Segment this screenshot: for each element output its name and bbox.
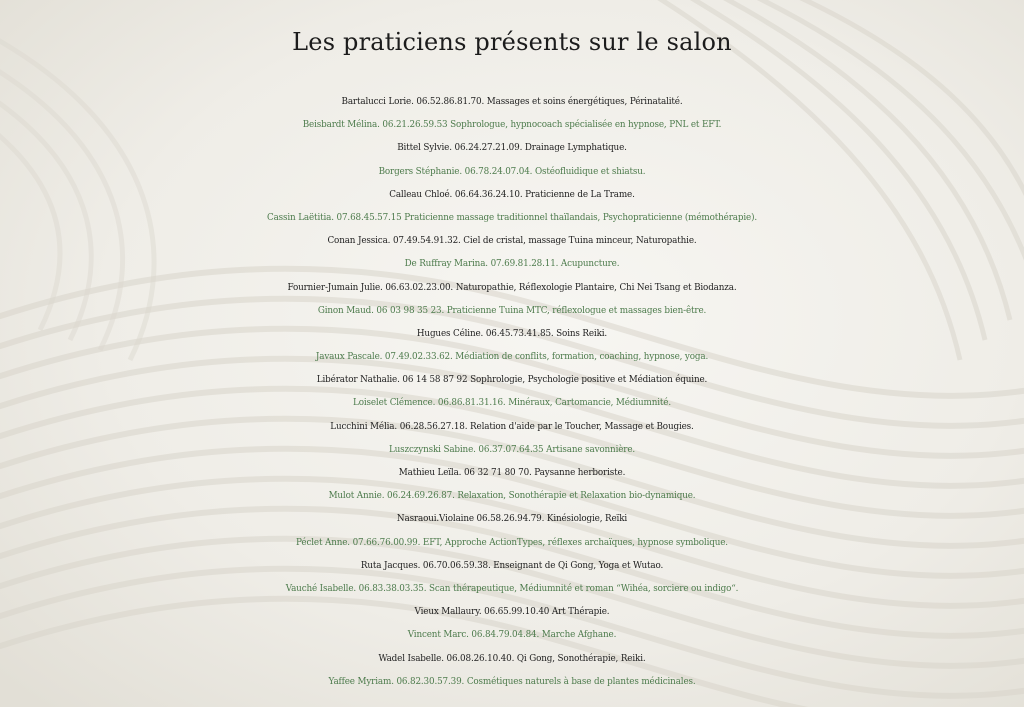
practitioner-entry: Wadel Isabelle. 06.08.26.10.40. Qi Gong, Sonothérapie, Reiki.: [378, 653, 646, 664]
practitioner-list: [0, 91, 1024, 694]
practitioner-entry: Vauché Isabelle. 06.83.38.03.35. Scan thérapeutique, Médiumnité et roman “Wihéa, sorciere ou indigo“.: [285, 583, 739, 594]
page-title: Les praticiens présents sur le salon: [292, 28, 732, 56]
practitioner-entry: Bartalucci Lorie. 06.52.86.81.70. Massages et soins énergétiques, Périnatalité.: [341, 97, 683, 107]
practitioner-entry: Javaux Pascale. 07.49.02.33.62. Médiation de conflits, formation, coaching, hypnose, yoga.: [315, 352, 709, 363]
practitioner-entry: Cassin Laëtitia. 07.68.45.57.15 Praticienne massage traditionnel thaïlandais, Psychopraticienne (mémothérapie).: [266, 212, 757, 223]
practitioner-entry: Ginon Maud. 06 03 98 35 23. Praticienne Tuina MTC, réflexologue et massages bien-être.: [317, 305, 707, 316]
practitioner-entry: Beisbardt Mélina. 06.21.26.59.53 Sophrologue, hypnocoach spécialisée en hypnose, PNL et EFT.: [302, 120, 722, 131]
practitioner-entry: Libérator Nathalie. 06 14 58 87 92 Sophrologie, Psychologie positive et Médiation équine.: [316, 375, 708, 386]
practitioner-entry: Hugues Céline. 06.45.73.41.85. Soins Reiki.: [416, 328, 608, 339]
practitioner-entry: Luszczynski Sabine. 06.37.07.64.35 Artisane savonnière.: [388, 444, 636, 455]
practitioner-entry: Nasraoui.Violaine 06.58.26.94.79. Kinésiologie, Reïki: [396, 514, 628, 525]
practitioner-entry: Vieux Mallaury. 06.65.99.10.40 Art Thérapie.: [414, 607, 610, 618]
practitioner-entry: Borgers Stéphanie. 06.78.24.07.04. Ostéofluidique et shiatsu.: [378, 166, 646, 177]
practitioner-entry: Calleau Chloé. 06.64.36.24.10. Praticienne de La Trame.: [389, 189, 635, 200]
practitioner-entry: Conan Jessica. 07.49.54.91.32. Ciel de cristal, massage Tuina minceur, Naturopathie.: [327, 236, 697, 247]
practitioner-entry: Péclet Anne. 07.66.76.00.99. EFT, Approche ActionTypes, réflexes archaïques, hypnose symbolique.: [296, 537, 728, 548]
practitioner-entry: De Ruffray Marina. 07.69.81.28.11. Acupuncture.: [404, 259, 620, 270]
practitioner-entry: Lucchini Mélia. 06.28.56.27.18. Relation d'aide par le Toucher, Massage et Bougies.: [330, 421, 694, 432]
practitioner-entry: Loiselet Clémence. 06.86.81.31.16. Minéraux, Cartomancie, Médiumnité.: [353, 398, 671, 409]
practitioner-entry: Vincent Marc. 06.84.79.04.84. Marche Afghane.: [407, 630, 617, 641]
practitioner-entry: Mathieu Leïla. 06 32 71 80 70. Paysanne herboriste.: [398, 468, 626, 478]
practitioner-entry: Ruta Jacques. 06.70.06.59.38. Enseignant de Qi Gong, Yoga et Wutao.: [360, 560, 664, 571]
practitioner-entry: Yaffee Myriam. 06.82.30.57.39. Cosmétiques naturels à base de plantes médicinales.: [328, 676, 696, 687]
practitioner-entry: Fournier-Jumain Julie. 06.63.02.23.00. Naturopathie, Réflexologie Plantaire, Chi Nei Tsang et Biodanza.: [287, 282, 737, 293]
practitioner-entry: Bittel Sylvie. 06.24.27.21.09. Drainage Lymphatique.: [397, 143, 627, 154]
practitioner-entry: Mulot Annie. 06.24.69.26.87. Relaxation, Sonothérapie et Relaxation bio-dynamique.: [328, 491, 696, 502]
